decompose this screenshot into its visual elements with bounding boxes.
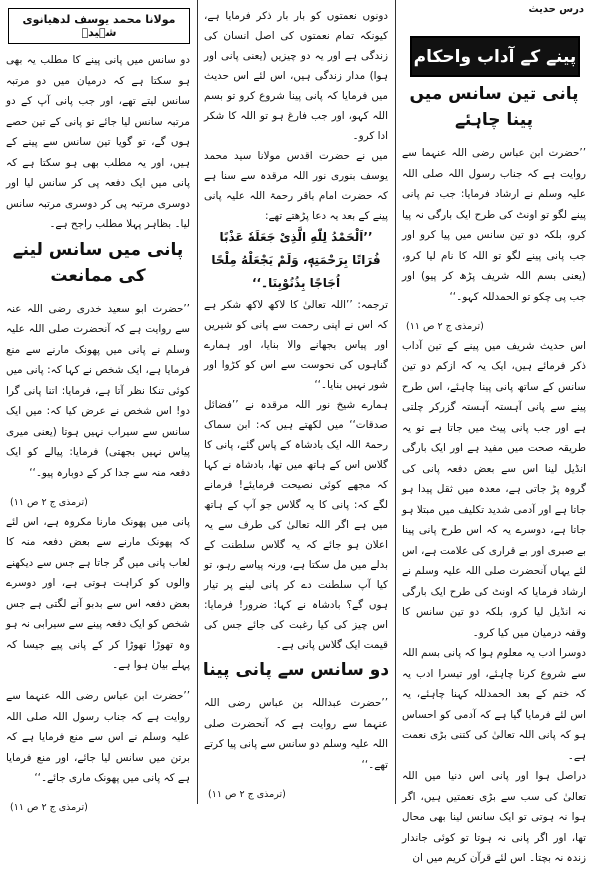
hadith-ibn-abbas: ’’حضرت ابن عباس رضی اللہ عنہما سے روایت ہے کہ جناب رسول اللہ صلی اللہ علیہ وسلم نے ارشاد فرمایا: جب تم پانی پینے لگو تو اونٹ کی طرح ایک بارگی نہ پیا کرو، بلکہ دو تین سانس میں پیا کرو اور جب پانی پینے لگو تو اللہ کا نام لیا کرو، (یعنی بسم اللہ شریف پڑھ کر پیو) اور جب پی چکو تو الحمدللہ کہو۔‘‘ bbox=[402, 147, 586, 303]
heading-three-breaths: پانی تین سانس میں پینا چاہئے bbox=[409, 84, 579, 130]
reference-tirmidhi: (ترمذی ج ۲ ص ۱۱) bbox=[208, 788, 286, 800]
main-title: پینے کے آداب واحکام bbox=[410, 36, 580, 77]
section-label: درس حدیث bbox=[528, 4, 584, 15]
reference-tirmidhi: (ترمذی ج ۲ ص ۱۱) bbox=[10, 802, 88, 814]
column-middle bbox=[200, 0, 392, 804]
column-divider bbox=[197, 0, 198, 804]
body-paragraph: پانی میں پھونک مارنا مکروہ ہے، اس لئے کہ پھونک مارنے سے بعض دفعہ منہ کا لعاب پانی میں گر جاتا ہے جس سے دیکھنے والوں کو کراہت ہوتی ہے، اور دوسرے بعض دفعہ اس سے بدبو آنے لگتی ہے جس شخص کو ایک دفعہ پینے سے سیرابی نہ ہو وہ تھوڑا تھوڑا کر کے پانی پیے جیسا کہ پہلے بیان ہوا ہے۔ bbox=[6, 515, 190, 672]
body-paragraph: دراصل ہوا اور پانی اس دنیا میں اللہ تعالیٰ کی سب سے بڑی نعمتیں ہیں، اگر ہوا نہ ہوتی تو ایک سانس لینا بھی محال تھا، اور اگر پانی نہ ہوتا تو کوئی جاندار زندہ نہ بچتا۔ اس لئے قرآن کریم میں ان bbox=[402, 770, 586, 865]
body-paragraph: دو سانس میں پانی پینے کا مطلب یہ بھی ہو سکتا ہے کہ درمیان میں دو مرتبہ سانس لیتے تھے، اور جب پانی آپ کے دو مرتبہ سانس لیا جائے تو پانی کے تین حصے ہوں گے، تو گویا تین سانس سے پینے کے ہیں، اور یہ مطلب بھی ہو سکتا ہے کہ پانی میں ایک دفعہ پی کر سانس لیا اور دوسری مرتبہ پی کر دوسری مرتبہ سانس لیا۔ بظاہر پہلا مطلب راجح ہے۔ bbox=[6, 54, 190, 230]
dua-translation: ترجمہ: ’’اللہ تعالیٰ کا لاکھ لاکھ شکر ہے کہ اس نے اپنی رحمت سے پانی کو شیریں اور پیاس بجھانے والا بنایا، اور ہمارے گناہوں کی نحوست سے اس کو کڑوا اور شور نہیں بنایا۔‘‘ bbox=[204, 299, 388, 391]
heading-breathing-prohibition: پانی میں سانس لینے کی ممانعت bbox=[12, 239, 184, 286]
heading-two-breaths: دو سانس سے پانی پینا bbox=[202, 660, 390, 680]
author-box: مولانا محمد یوسف لدھیانوی شہیدؒ bbox=[8, 8, 190, 44]
column-divider bbox=[395, 0, 396, 804]
body-paragraph: اس حدیث شریف میں پینے کے تین آداب ذکر فرمائے ہیں، ایک یہ کہ ازکم دو تین سانس کے ساتھ پانی پینا چاہئے، اس طرح پینے سے پانی آہستہ آہستہ گزرکر چلتی ہے اور جب پانی پیٹ میں جاتا ہے تو یہ طریقہ صحت میں مفید ہے اور ایک بارگی انڈیل لینا اس سے بعض دفعہ پانی کی گروہ پڑ جاتی ہے، معدہ میں ثقل پیدا ہو جاتا ہے اور آدمی شدید تکلیف میں مبتلا ہو جاتا ہے، دوسرے یہ کہ اس طرح پانی پینا بے صبری اور بے قراری کی علامت ہے، اس لئے یہاں آنحضرت صلی اللہ علیہ وسلم نے ارشاد فرمایا کہ اونٹ کی طرح ایک بارگی نہ انڈیل لیا کرو، بلکہ دو تین سانس کا وقفہ درمیان میں کیا کرو۔ bbox=[402, 339, 586, 639]
reference-tirmidhi: (ترمذی ج ۲ ص ۱۱) bbox=[406, 320, 484, 332]
body-paragraph: ہمارے شیخ نور اللہ مرقدہ نے ’’فضائل صدقات‘‘ میں لکھتے ہیں کہ: ابن سماک رحمۃ اللہ ایک بادشاہ کے پاس گئے، پانی کا گلاس اس کے ہاتھ میں تھا، بادشاہ نے کہا کہ مجھے کوئی نصیحت فرمایئے! فرمانے لگے کہ: پانی کا یہ گلاس جو آپ کے ہاتھ میں ہے اگر اللہ تعالیٰ کی طرف سے یہ اعلان ہو جائے کہ یہ گلاس سلطنت کے بدلے میں مل سکتا ہے، ورنہ پیاسے رہو، تو کیا آپ سلطنت دے کر پانی لینے پر تیار ہوں گے؟ بادشاہ نے کہا: ضرور! فرمایا: اس چیز کی کیا رغبت کی جائے جس کی قیمت ایک گلاس پانی ہے۔ bbox=[204, 399, 388, 651]
reference-tirmidhi: (ترمذی ج ۲ ص ۱۱) bbox=[10, 496, 88, 508]
column-right bbox=[398, 0, 590, 865]
hadith-abdullah-ibn-abbas: ’’حضرت عبداللہ بن عباس رضی اللہ عنہما سے روایت ہے کہ آنحضرت صلی اللہ علیہ وسلم دو سانس سے پانی پیا کرتے تھے۔‘‘ bbox=[204, 697, 388, 771]
body-paragraph: دونوں نعمتوں کو بار بار ذکر فرمایا ہے، کیونکہ تمام نعمتوں کی اصل انسان کی زندگی ہے اور یہ دو چیزیں (یعنی پانی اور ہوا) مدار زندگی ہیں، اس لئے اس حدیث میں فرمایا کہ پانی پینا شروع کرو تو بسم اللہ کہو، اور جب فارغ ہو تو اللہ کا شکر ادا کرو۔ bbox=[204, 10, 388, 142]
body-paragraph: میں نے حضرت اقدس مولانا سید محمد یوسف بنوری نور اللہ مرقدہ سے سنا ہے کہ حضرت امام باقر رحمۃ اللہ علیہ پانی پینے کے بعد یہ دعا پڑھتے تھے: bbox=[204, 150, 388, 222]
column-left bbox=[2, 0, 194, 814]
body-paragraph: دوسرا ادب یہ معلوم ہوا کہ پانی بسم اللہ سے شروع کرنا چاہئے، اور تیسرا ادب یہ کہ ختم کے بعد الحمدللہ کہنا چاہئے، یہ اس لئے فرمایا گیا ہے کہ آدمی کو احساس ہو کہ پانی اللہ تعالیٰ کی کتنی بڑی نعمت ہے۔ bbox=[402, 647, 586, 762]
hadith-ibn-abbas-vessel: ’’حضرت ابن عباس رضی اللہ عنہما سے روایت ہے کہ جناب رسول اللہ صلی اللہ علیہ وسلم نے اس سے منع فرمایا ہے کہ برتن میں سانس لیا جائے، اور منع فرمایا ہے کہ پانی میں پھونک ماری جائے۔‘‘ bbox=[6, 690, 190, 785]
hadith-abu-saeed: ’’حضرت ابو سعید خدری رضی اللہ عنہ سے روایت ہے کہ آنحضرت صلی اللہ علیہ وسلم نے پانی میں پھونک مارنے سے منع فرمایا ہے، ایک شخص نے کہا کہ: پانی میں کوئی تنکا نظر آتا ہے، فرمایا: اتنا پانی گرا دو! اس شخص نے عرض کیا کہ: میں ایک سانس سے سیراب نہیں ہوتا (یعنی میری پیاس نہیں بجھتی) فرمایا: پیالے کو ایک دفعہ منہ سے جدا کر کے دوبارہ پیو۔‘‘ bbox=[6, 302, 190, 479]
arabic-dua: ’’اَلْحَمْدُ لِلّٰهِ الَّذِیْ جَعَلَهٗ عَذْبًا فُرَاتًا بِرَحْمَتِهٖ، وَلَمْ یَجْعَلْهُ مِلْحًا اُجَاجًا بِذُنُوْبِنَا۔‘‘ bbox=[211, 230, 381, 290]
